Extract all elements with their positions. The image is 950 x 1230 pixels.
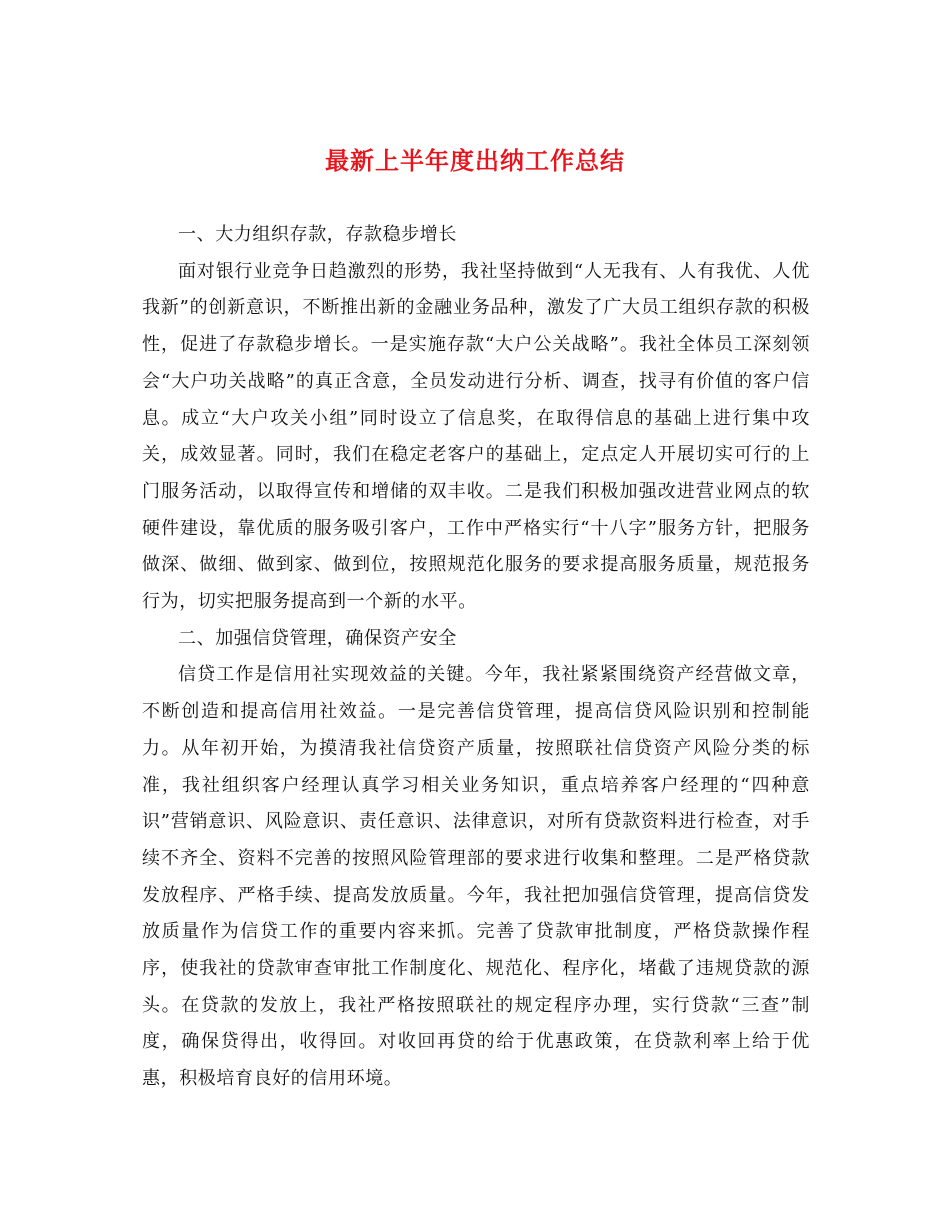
document-body <box>142 217 810 1098</box>
section-heading-2: 二、加强信贷管理，确保资产安全 <box>178 627 457 649</box>
paragraph-deposits: 面对银行业竞争日趋激烈的形势，我社坚持做到“人无我有、人有我优、人优我新”的创新意识，不断推出新的金融业务品种，激发了广大员工组织存款的积极性，促进了存款稳步增长。一是实施存款“大户公关战略”。我社全体员工深刻领会“大户功关战略”的真正含意，全员发动进行分析、调查，找寻有价值的客户信息。成立“大户攻关小组”同时设立了信息奖，在取得信息的基础上进行集中攻关，成效显著。同时，我们在稳定老客户的基础上，定点定人开展切实可行的上门服务活动，以取得宣传和增储的双丰收。二是我们积极加强改进营业网点的软硬件建设，靠优质的服务吸引客户，工作中严格实行“十八字”服务方针，把服务做深、做细、做到家、做到位，按照规范化服务的要求提高服务质量，规范报务行为，切实把服务提高到一个新的水平。 <box>142 260 810 613</box>
section-heading-1: 一、大力组织存款，存款稳步增长 <box>178 224 457 245</box>
paragraph-credit: 信贷工作是信用社实现效益的关键。今年，我社紧紧围绕资产经营做文章，不断创造和提高信用社效益。一是完善信贷管理，提高信贷风险识别和控制能力。从年初开始，为摸清我社信贷资产质量，按照联社信贷资产风险分类的标准，我社组织客户经理认真学习相关业务知识，重点培养客户经理的“四种意识”营销意识、风险意识、责任意识、法律意识，对所有贷款资料进行检查，对手续不齐全、资料不完善的按照风险管理部的要求进行收集和整理。二是严格贷款发放程序、严格手续、提高发放质量。今年，我社把加强信贷管理，提高信贷发放质量作为信贷工作的重要内容来抓。完善了贷款审批制度，严格贷款操作程序，使我社的贷款审查审批工作制度化、规范化、程序化，堵截了违规贷款的源头。在贷款的发放上，我社严格按照联社的规定程序办理，实行贷款“三查”制度，确保贷得出，收得回。对收回再贷的给于优惠政策，在贷款利率上给于优惠，积极培育良好的信用环境。 <box>142 664 810 1090</box>
document-title: 最新上半年度出纳工作总结 <box>325 146 625 175</box>
